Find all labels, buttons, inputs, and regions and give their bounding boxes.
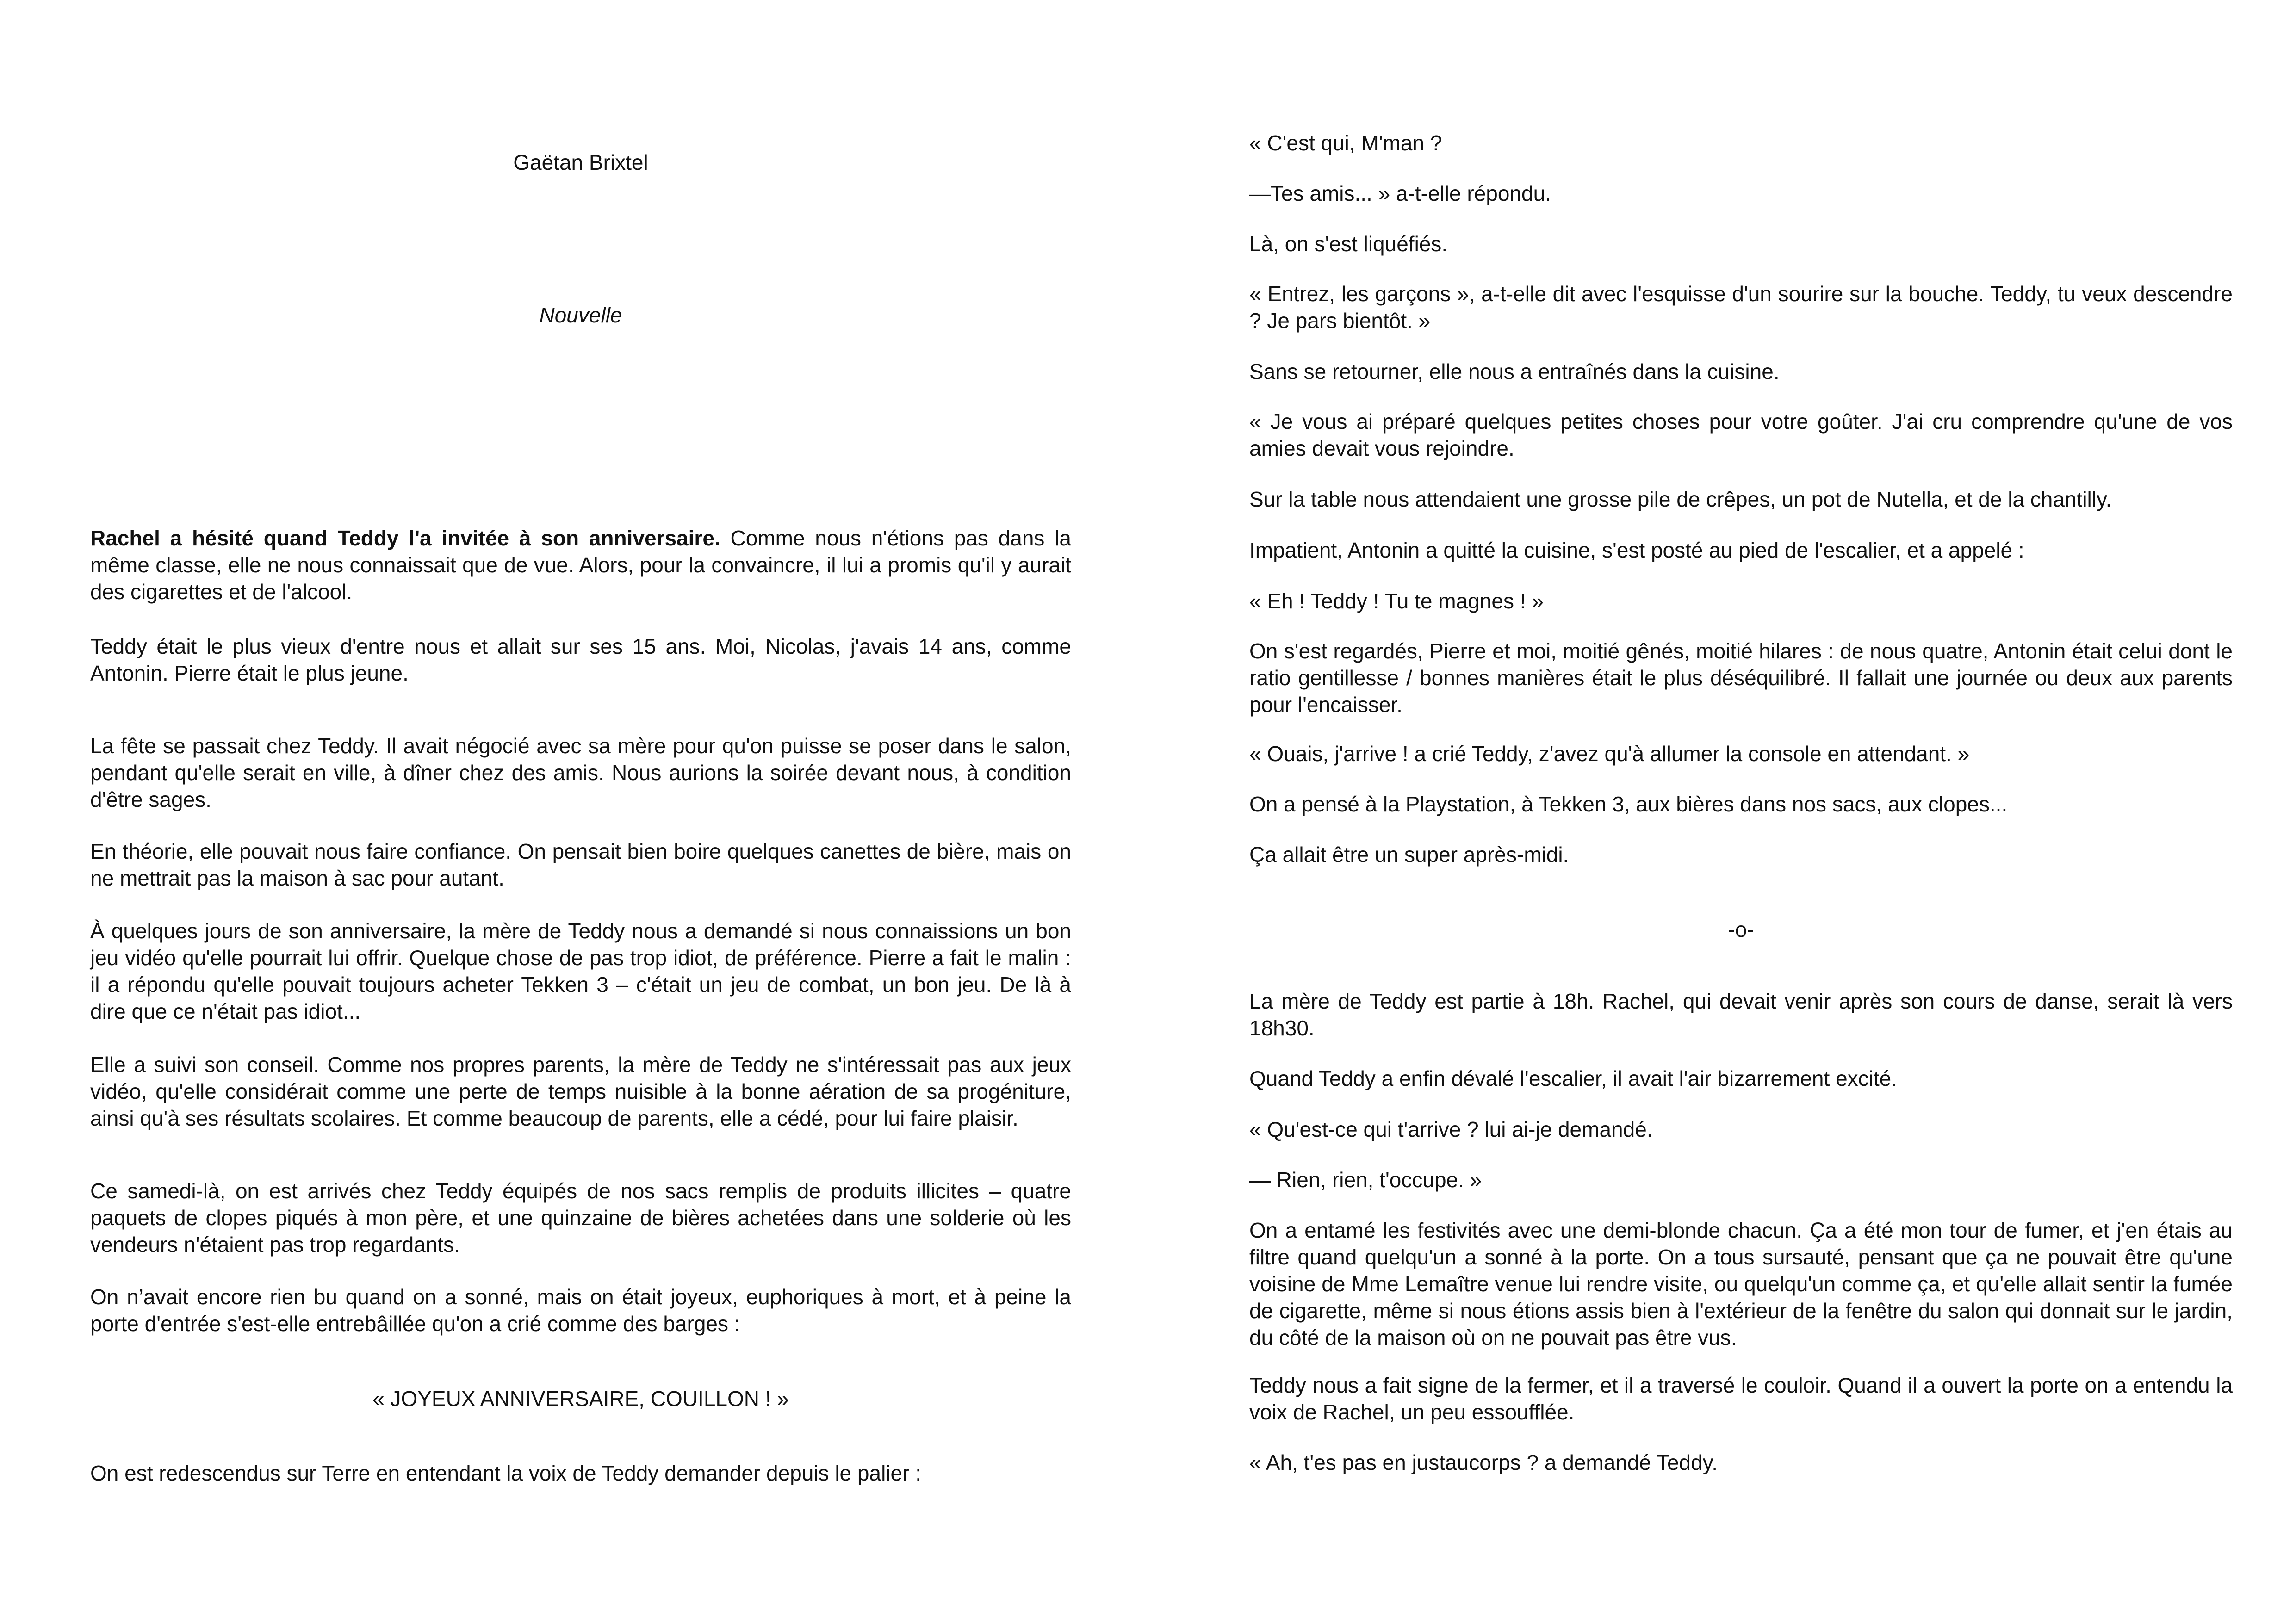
right-paragraph-13 — [1249, 841, 2233, 868]
author-name: Gaëtan Brixtel — [513, 150, 648, 174]
right-paragraph-10 — [1249, 638, 2233, 718]
paragraph-3 — [90, 732, 1071, 813]
paragraph-1-text: Comme nous n'étions pas dans la même classe, elle ne nous connaissait que de vue. Alors, pour la convaincre, il lui a promis qu'il y aurait des cigarettes et de l'alcool. — [90, 526, 1071, 604]
right-paragraph-5 — [1249, 358, 2233, 385]
right-paragraph-14-text: La mère de Teddy est partie à 18h. Rachel, qui devait venir après son cours de danse, serait là vers 18h30. — [1249, 989, 2233, 1040]
right-paragraph-17-text: — Rien, rien, t'occupe. » — [1249, 1168, 1482, 1192]
paragraph-8-text: On n’avait encore rien bu quand on a sonné, mais on était joyeux, euphoriques à mort, et à peine la porte d'entrée s'est-elle entrebâillée qu'on a crié comme des barges : — [90, 1285, 1071, 1336]
right-paragraph-9-text: « Eh ! Teddy ! Tu te magnes ! » — [1249, 589, 1544, 613]
right-page — [1249, 0, 2233, 1623]
paragraph-2 — [90, 633, 1071, 687]
paragraph-6 — [90, 1051, 1071, 1132]
paragraph-2-text: Teddy était le plus vieux d'entre nous et allait sur ses 15 ans. Moi, Nicolas, j'avais 14 ans, comme Antonin. Pierre était le plus jeune. — [90, 634, 1071, 685]
paragraph-5 — [90, 917, 1071, 1025]
right-paragraph-20-text: « Ah, t'es pas en justaucorps ? a demandé Teddy. — [1249, 1450, 1718, 1474]
right-paragraph-14 — [1249, 988, 2233, 1041]
right-paragraph-20 — [1249, 1449, 2233, 1476]
right-paragraph-13-text: Ça allait être un super après-midi. — [1249, 842, 1569, 867]
paragraph-10-text: On est redescendus sur Terre en entendant la voix de Teddy demander depuis le palier : — [90, 1461, 921, 1485]
right-paragraph-19-text: Teddy nous a fait signe de la fermer, et il a traversé le couloir. Quand il a ouvert la porte on a entendu la voix de Rachel, un peu essoufflée. — [1249, 1373, 2233, 1424]
right-paragraph-8-text: Impatient, Antonin a quitté la cuisine, s'est posté au pied de l'escalier, et a appelé : — [1249, 538, 2024, 562]
right-paragraph-7 — [1249, 486, 2233, 513]
genre-label: Nouvelle — [539, 303, 622, 327]
right-paragraph-8 — [1249, 537, 2233, 564]
right-paragraph-5-text: Sans se retourner, elle nous a entraînés dans la cuisine. — [1249, 359, 1780, 384]
right-paragraph-16-text: « Qu'est-ce qui t'arrive ? lui ai-je demandé. — [1249, 1117, 1653, 1141]
paragraph-1 — [90, 525, 1071, 605]
right-paragraph-1 — [1249, 130, 2233, 156]
right-paragraph-11-text: « Ouais, j'arrive ! a crié Teddy, z'avez qu'à allumer la console en attendant. » — [1249, 742, 1970, 766]
paragraph-5-text: À quelques jours de son anniversaire, la mère de Teddy nous a demandé si nous connaissions un bon jeu vidéo qu'elle pourrait lui offrir. Quelque chose de pas trop idiot, de préférence. Pierre a fait le malin : il a répondu qu'elle pouvait toujours acheter Tekken 3 – c'était un jeu de combat, un bon jeu. De là à dire que ce n'était pas idiot... — [90, 919, 1071, 1023]
right-paragraph-4-text: « Entrez, les garçons », a-t-elle dit avec l'esquisse d'un sourire sur la bouche. Teddy, tu veux descendre ? Je pars bientôt. » — [1249, 282, 2233, 333]
section-separator — [1249, 916, 2233, 943]
paragraph-4 — [90, 838, 1071, 892]
opening-sentence: Rachel a hésité quand Teddy l'a invitée à son anniversaire. — [90, 526, 720, 550]
right-paragraph-1-text: « C'est qui, M'man ? — [1249, 131, 1442, 155]
right-paragraph-3-text: Là, on s'est liquéfiés. — [1249, 232, 1448, 256]
right-paragraph-4 — [1249, 280, 2233, 334]
right-paragraph-19 — [1249, 1372, 2233, 1425]
right-paragraph-6-text: « Je vous ai préparé quelques petites choses pour votre goûter. J'ai cru comprendre qu'une de vos amies devait vous rejoindre. — [1249, 409, 2233, 460]
right-paragraph-12-text: On a pensé à la Playstation, à Tekken 3, aux bières dans nos sacs, aux clopes... — [1249, 792, 2008, 816]
exclamation-text: « JOYEUX ANNIVERSAIRE, COUILLON ! » — [372, 1387, 789, 1411]
right-paragraph-15 — [1249, 1065, 2233, 1092]
right-paragraph-6 — [1249, 408, 2233, 462]
right-paragraph-2-text: —Tes amis... » a-t-elle répondu. — [1249, 181, 1551, 205]
right-paragraph-15-text: Quand Teddy a enfin dévalé l'escalier, il avait l'air bizarrement excité. — [1249, 1066, 1898, 1090]
paragraph-3-text: La fête se passait chez Teddy. Il avait négocié avec sa mère pour qu'on puisse se poser dans le salon, pendant qu'elle serait en ville, à dîner chez des amis. Nous aurions la soirée devant nous, à condition d'être sages. — [90, 734, 1071, 812]
right-paragraph-3 — [1249, 230, 2233, 257]
right-paragraph-2 — [1249, 180, 2233, 207]
right-paragraph-7-text: Sur la table nous attendaient une grosse pile de crêpes, un pot de Nutella, et de la chantilly. — [1249, 487, 2112, 511]
paragraph-10 — [90, 1460, 1071, 1487]
right-paragraph-18-text: On a entamé les festivités avec une demi-blonde chacun. Ça a été mon tour de fumer, et j'en étais au filtre quand quelqu'un a sonné à la porte. On a tous sursauté, pensant que ça ne pouvait être qu'une voisine de Mme Lemaître venue lui rendre visite, ou quelqu'un comme ça, et qu'elle allait sentir la fumée de cigarette, même si nous étions assis bien à l'extérieur de la fenêtre du salon qui donnait sur le jardin, du côté de la maison où on ne pouvait pas être vus. — [1249, 1218, 2233, 1350]
separator-text: -o- — [1728, 917, 1754, 942]
exclamation-line — [90, 1385, 1071, 1412]
right-paragraph-12 — [1249, 791, 2233, 818]
right-paragraph-18 — [1249, 1217, 2233, 1351]
right-paragraph-10-text: On s'est regardés, Pierre et moi, moitié gênés, moitié hilares : de nous quatre, Antonin était celui dont le ratio gentillesse / bonnes manières était le plus déséquilibré. Il fallait une journée ou deux aux parents pour l'encaisser. — [1249, 639, 2233, 717]
right-paragraph-17 — [1249, 1166, 2233, 1193]
paragraph-7 — [90, 1177, 1071, 1258]
paragraph-4-text: En théorie, elle pouvait nous faire confiance. On pensait bien boire quelques canettes de bière, mais on ne mettrait pas la maison à sac pour autant. — [90, 839, 1071, 890]
right-paragraph-9 — [1249, 588, 2233, 614]
right-paragraph-16 — [1249, 1116, 2233, 1143]
paragraph-8 — [90, 1283, 1071, 1337]
right-paragraph-11 — [1249, 740, 2233, 767]
paragraph-6-text: Elle a suivi son conseil. Comme nos propres parents, la mère de Teddy ne s'intéressait pas aux jeux vidéo, qu'elle considérait comme une perte de temps nuisible à la bonne aération de sa progéniture, ainsi qu'à ses résultats scolaires. Et comme beaucoup de parents, elle a cédé, pour lui faire plaisir. — [90, 1053, 1071, 1130]
paragraph-7-text: Ce samedi-là, on est arrivés chez Teddy équipés de nos sacs remplis de produits illicites – quatre paquets de clopes piqués à mon père, et une quinzaine de bières achetées dans une solderie où les vendeurs n'étaient pas trop regardants. — [90, 1179, 1071, 1257]
left-page — [90, 0, 1071, 1623]
